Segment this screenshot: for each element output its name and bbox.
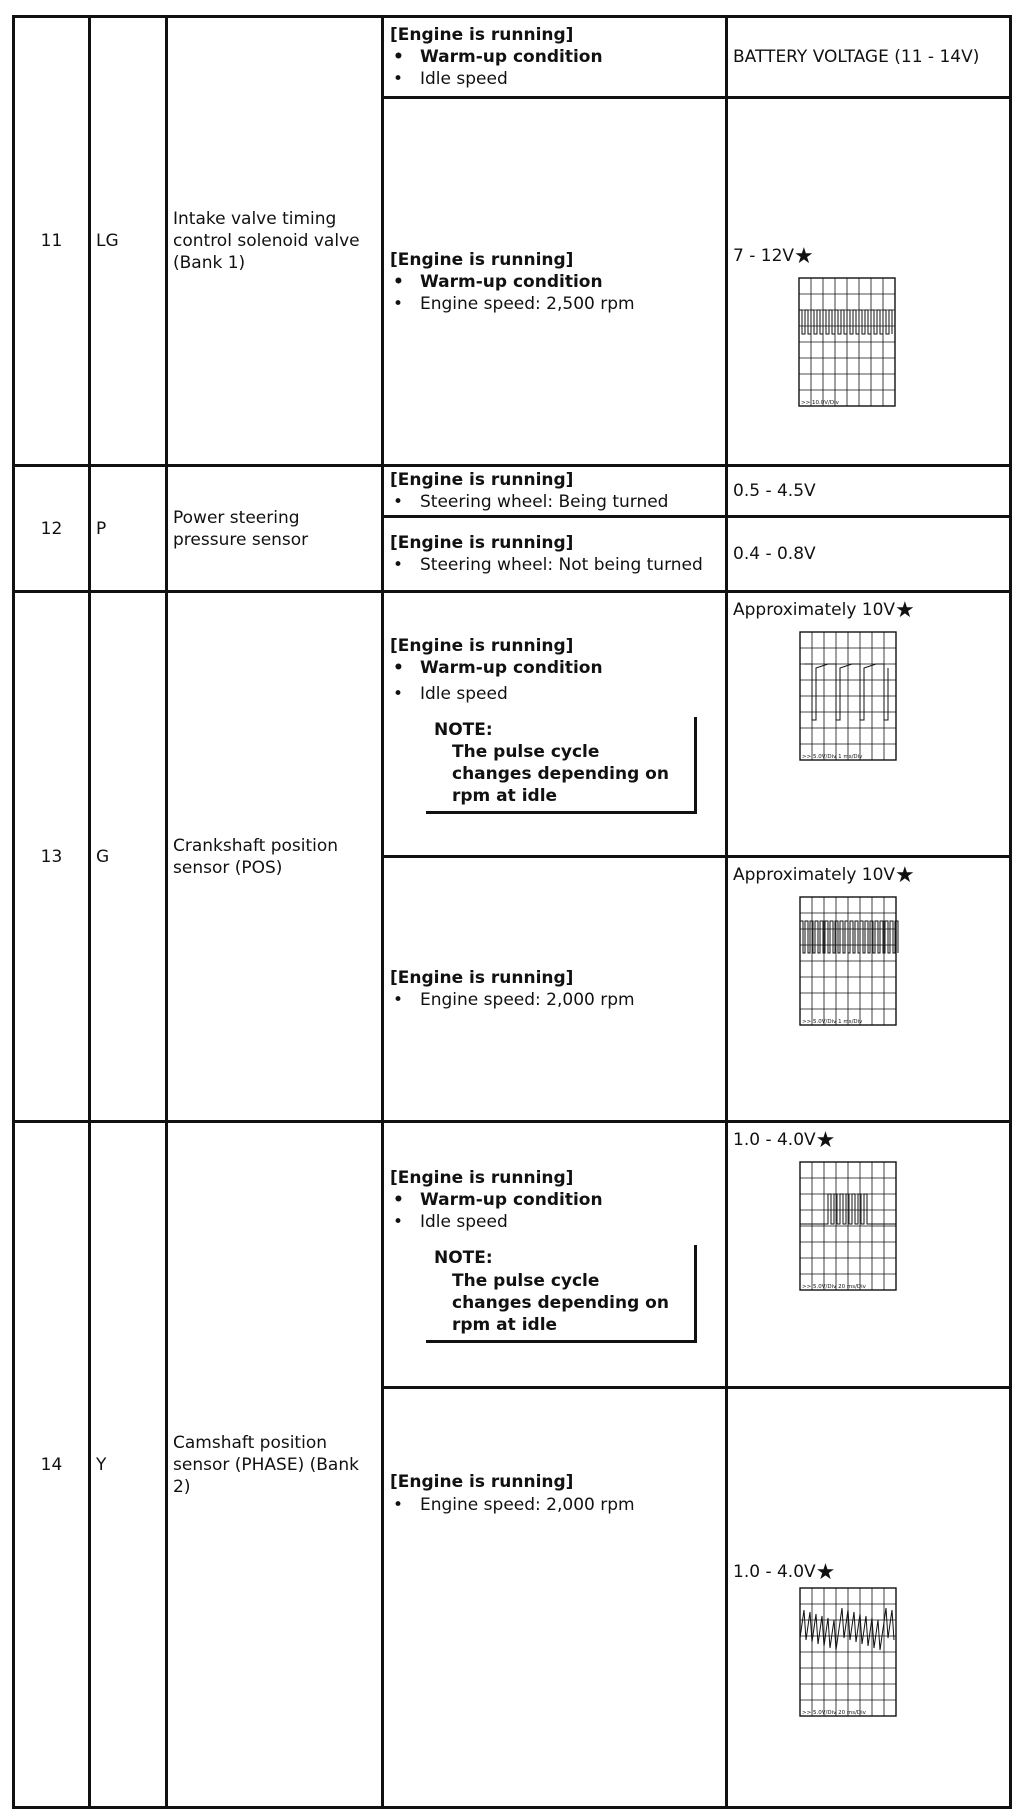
svg-text:>> 5.0V/Div 20 ms/Div: >> 5.0V/Div 20 ms/Div (802, 1284, 866, 1291)
condition-list (390, 657, 719, 705)
condition-cell (383, 1388, 727, 1808)
svg-text:>> 5.0V/Div 1 ms/Div: >> 5.0V/Div 1 ms/Div (802, 754, 863, 761)
terminal-table (12, 15, 1012, 1809)
terminal-no: 11 (14, 17, 90, 466)
svg-text:>> 5.0V/Div 20 ms/Div: >> 5.0V/Div 20 ms/Div (802, 1710, 866, 1717)
data-value: 1.0 - 4.0V (733, 1562, 816, 1583)
item-name: Camshaft position sensor (PHASE) (Bank 2) (167, 1122, 383, 1808)
note-box (426, 1245, 697, 1342)
note-body: The pulse cycle changes depending on rpm at idle (452, 742, 669, 807)
condition-heading: [Engine is running] (390, 470, 574, 491)
oscilloscope-waveform-icon (798, 1586, 1005, 1734)
star-icon: ★ (794, 244, 814, 270)
condition-heading: [Engine is running] (390, 968, 574, 989)
data-value: 0.4 - 0.8V (733, 544, 816, 565)
table-row (14, 466, 1011, 517)
wire-color: G (90, 592, 167, 1122)
data-cell (727, 592, 1011, 857)
condition-item: • Engine speed: 2,500 rpm (390, 293, 719, 315)
oscilloscope-waveform-icon (798, 895, 1005, 1043)
condition-cell (383, 517, 727, 592)
condition-list (390, 554, 719, 576)
star-icon: ★ (815, 1128, 836, 1154)
star-icon: ★ (815, 1560, 836, 1586)
condition-cell (383, 17, 727, 98)
terminal-no: 13 (14, 592, 90, 1122)
condition-cell (383, 98, 727, 466)
data-cell (727, 1388, 1011, 1808)
condition-list (390, 1189, 719, 1233)
data-value: Approximately 10V (733, 865, 896, 886)
condition-heading: [Engine is running] (390, 635, 574, 656)
table-row (14, 17, 1011, 98)
table-row (14, 1122, 1011, 1388)
data-value: BATTERY VOLTAGE (11 - 14V) (733, 47, 980, 68)
wire-color: LG (90, 17, 167, 466)
condition-list (390, 1494, 719, 1516)
star-icon: ★ (895, 598, 915, 624)
condition-item: • Warm-up condition (390, 657, 719, 679)
terminal-no: 14 (14, 1122, 90, 1808)
oscilloscope-waveform-icon (797, 276, 1005, 424)
data-value: 7 - 12V (733, 246, 795, 267)
data-cell (727, 98, 1011, 466)
note-title: NOTE: (434, 719, 493, 740)
condition-item: • Steering wheel: Being turned (390, 491, 719, 513)
item-name: Crankshaft position sensor (POS) (167, 592, 383, 1122)
data-value: Approximately 10V (733, 600, 896, 621)
condition-item: • Warm-up condition (390, 46, 719, 68)
condition-item: • Idle speed (390, 1211, 719, 1233)
item-name: Power steering pressure sensor (167, 466, 383, 592)
table-row (14, 592, 1011, 857)
condition-heading: [Engine is running] (390, 1168, 574, 1189)
item-name: Intake valve timing control solenoid valve (Bank 1) (167, 17, 383, 466)
note-title: NOTE: (434, 1248, 493, 1269)
oscilloscope-waveform-icon (798, 630, 1005, 778)
data-cell (727, 857, 1011, 1122)
data-value: 1.0 - 4.0V (733, 1130, 816, 1151)
note-box (426, 717, 697, 814)
data-cell (727, 17, 1011, 98)
condition-item: • Idle speed (390, 683, 719, 705)
condition-list (390, 46, 719, 90)
condition-cell (383, 592, 727, 857)
condition-heading: [Engine is running] (390, 1472, 574, 1493)
oscilloscope-waveform-icon (798, 1160, 1005, 1308)
wire-color: P (90, 466, 167, 592)
data-cell (727, 466, 1011, 517)
condition-list (390, 989, 719, 1011)
wire-color: Y (90, 1122, 167, 1808)
condition-item: • Steering wheel: Not being turned (390, 554, 719, 576)
condition-heading: [Engine is running] (390, 249, 574, 270)
svg-text:>> 10.0V/Div: >> 10.0V/Div (801, 400, 839, 407)
condition-cell (383, 857, 727, 1122)
data-cell (727, 517, 1011, 592)
data-value: 0.5 - 4.5V (733, 481, 816, 502)
star-icon: ★ (895, 863, 915, 889)
terminal-no: 12 (14, 466, 90, 592)
condition-heading: [Engine is running] (390, 25, 574, 45)
condition-list (390, 271, 719, 315)
condition-cell (383, 466, 727, 517)
svg-text:>> 5.0V/Div 1 ms/Div: >> 5.0V/Div 1 ms/Div (802, 1019, 863, 1026)
condition-item: • Warm-up condition (390, 271, 719, 293)
condition-heading: [Engine is running] (390, 533, 574, 554)
data-cell (727, 1122, 1011, 1388)
condition-item: • Engine speed: 2,000 rpm (390, 1494, 719, 1516)
condition-cell (383, 1122, 727, 1388)
note-body: The pulse cycle changes depending on rpm at idle (452, 1270, 669, 1335)
condition-item: • Idle speed (390, 68, 719, 90)
condition-item: • Engine speed: 2,000 rpm (390, 989, 719, 1011)
condition-list (390, 491, 719, 513)
condition-item: • Warm-up condition (390, 1189, 719, 1211)
